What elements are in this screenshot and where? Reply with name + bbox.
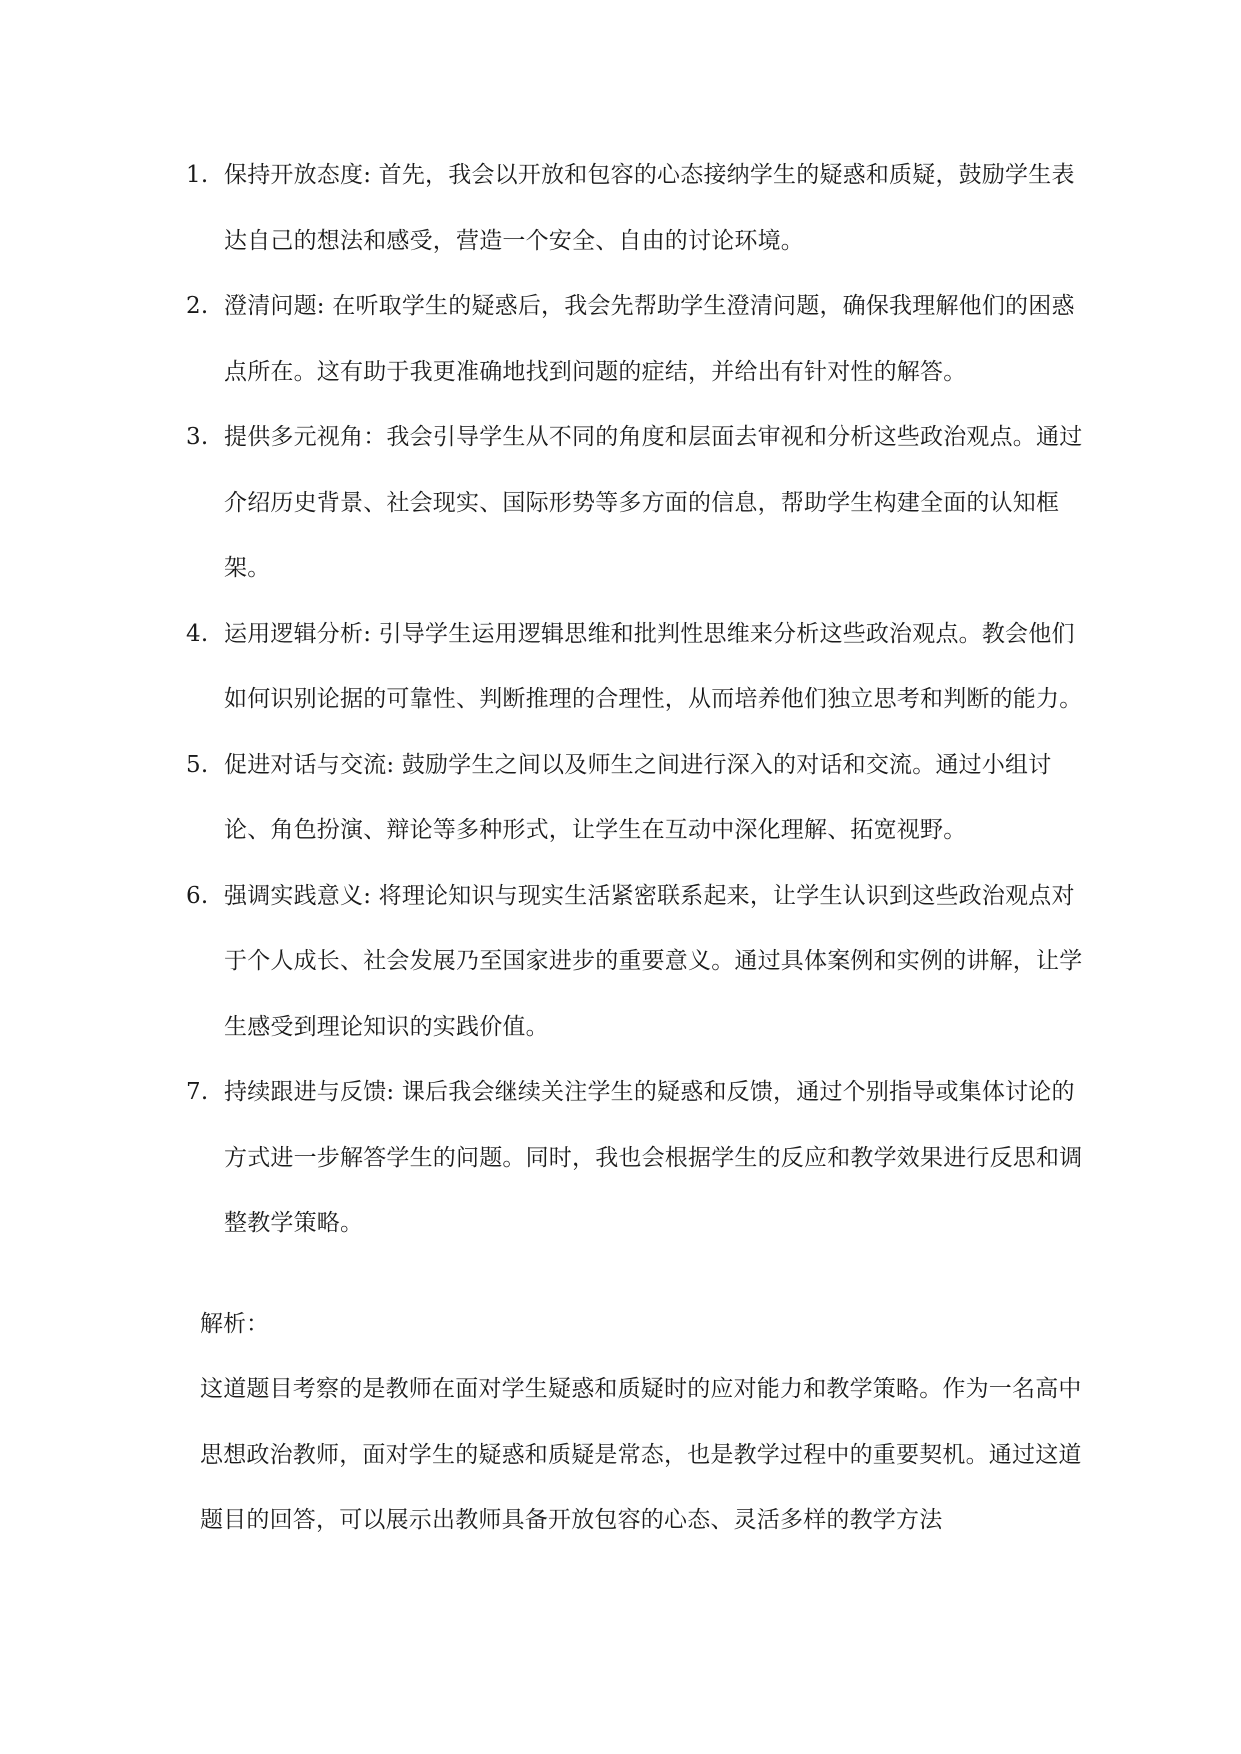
list-item (186, 1060, 1086, 1257)
list-item-number: 7. (186, 1079, 209, 1105)
list-item-number: 5. (186, 751, 209, 778)
list-item-text: 澄清问题: 在听取学生的疑惑后，我会先帮助学生澄清问题，确保我理解他们的困惑点所在。这有助于我更准确地找到问题的症结，并给出有针对性的解答。 (224, 293, 1075, 385)
analysis-heading: 解析： (200, 1311, 269, 1337)
list-item-text: 运用逻辑分析: 引导学生运用逻辑思维和批判性思维来分析这些政治观点。教会他们如何识别论据的可靠性、判断推理的合理性，从而培养他们独立思考和判断的能力。 (224, 620, 1083, 712)
list-item (186, 405, 1086, 602)
list-item (186, 274, 1086, 405)
answer-list (186, 143, 1086, 1257)
list-item-number: 3. (186, 424, 209, 450)
list-item-text: 持续跟进与反馈: 课后我会继续关注学生的疑惑和反馈，通过个别指导或集体讨论的方式进一步解答学生的问题。同时，我也会根据学生的反应和教学效果进行反思和调整教学策略。 (224, 1079, 1083, 1236)
list-item-text: 促进对话与交流: 鼓励学生之间以及师生之间进行深入的对话和交流。通过小组讨论、角色扮演、辩论等多种形式，让学生在互动中深化理解、拓宽视野。 (224, 751, 1052, 843)
list-item (186, 733, 1086, 864)
list-item-text: 强调实践意义: 将理论知识与现实生活紧密联系起来，让学生认识到这些政治观点对于个人成长、社会发展乃至国家进步的重要意义。通过具体案例和实例的讲解，让学生感受到理论知识的实践价值。 (224, 882, 1083, 1040)
list-item (186, 864, 1086, 1061)
list-item-number: 2. (186, 293, 209, 319)
list-item-number: 4. (186, 620, 209, 647)
list-item (186, 143, 1086, 274)
list-item-number: 6. (186, 882, 209, 909)
list-item-number: 1. (186, 162, 209, 188)
list-item (186, 602, 1086, 733)
analysis-paragraph: 这道题目考察的是教师在面对学生疑惑和质疑时的应对能力和教学策略。作为一名高中思想政治教师，面对学生的疑惑和质疑是常态，也是教学过程中的重要契机。通过这道题目的回答，可以展示出教师具备开放包容的心态、灵活多样的教学方法 (200, 1376, 1082, 1533)
list-item-text: 保持开放态度: 首先，我会以开放和包容的心态接纳学生的疑惑和质疑，鼓励学生表达自己的想法和感受，营造一个安全、自由的讨论环境。 (224, 162, 1075, 254)
list-item-text: 提供多元视角：我会引导学生从不同的角度和层面去审视和分析这些政治观点。通过介绍历史背景、社会现实、国际形势等多方面的信息，帮助学生构建全面的认知框架。 (224, 424, 1083, 581)
